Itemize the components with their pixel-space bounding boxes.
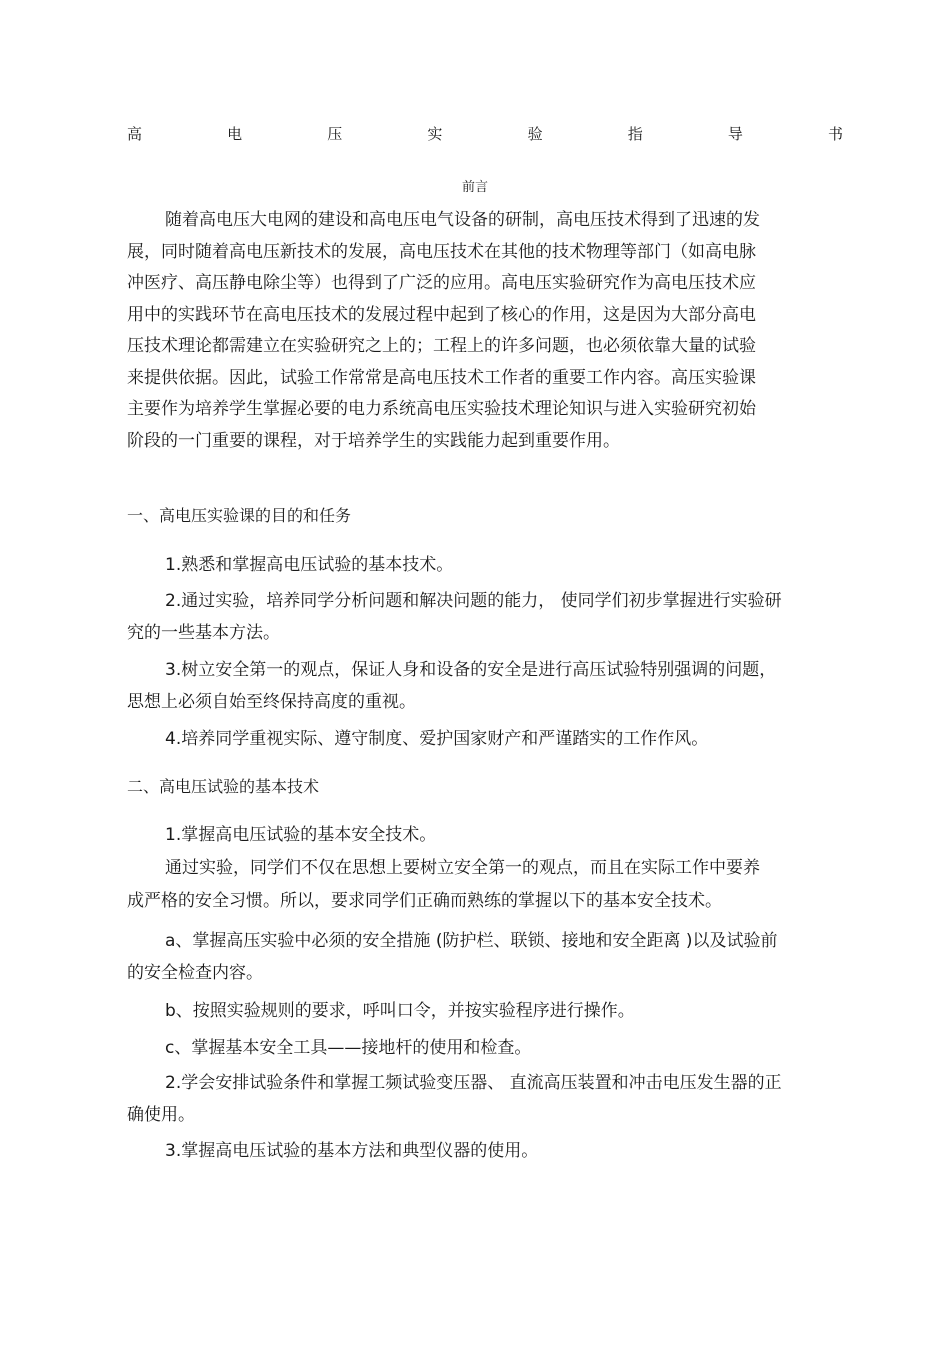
list-item: 1.熟悉和掌握高电压试验的基本技术。 [165,555,454,575]
list-item-continuation: 的安全检查内容。 [127,963,263,983]
list-item-continuation: 思想上必须自始至终保持高度的重视。 [127,692,416,712]
title-char: 电 [227,125,243,143]
list-item: 1.掌握高电压试验的基本安全技术。 [165,825,437,845]
section-heading: 二、高电压试验的基本技术 [127,777,320,796]
paragraph-line: 阶段的一门重要的课程，对于培养学生的实践能力起到重要作用。 [127,431,620,451]
paragraph-line: 压技术理论都需建立在实验研究之上的；工程上的许多问题，也必须依靠大量的试验 [127,336,756,356]
list-item: a、掌握高压实验中必须的安全措施 (防护栏、联锁、接地和安全距离 )以及试验前 [165,931,778,951]
list-item: 3.掌握高电压试验的基本方法和典型仪器的使用。 [165,1141,539,1161]
list-item: b、按照实验规则的要求，呼叫口令，并按实验程序进行操作。 [165,1001,635,1021]
list-item: 3.树立安全第一的观点，保证人身和设备的安全是进行高压试验特别强调的问题， [165,660,777,680]
title-char: 导 [727,125,743,143]
paragraph-line: 用中的实践环节在高电压技术的发展过程中起到了核心的作用，这是因为大部分高电 [127,305,756,325]
list-item: 4.培养同学重视实际、遵守制度、爱护国家财产和严谨踏实的工作作风。 [165,729,709,749]
paragraph-line: 冲医疗、高压静电除尘等）也得到了广泛的应用。高电压实验研究作为高电压技术应 [127,273,756,293]
title-char: 高 [127,125,143,143]
paragraph-line: 随着高电压大电网的建设和高电压电气设备的研制，高电压技术得到了迅速的发 [165,210,760,230]
paragraph-line: 来提供依据。因此，试验工作常常是高电压技术工作者的重要工作内容。高压实验课 [127,368,756,388]
document-title [127,124,843,144]
title-char: 验 [527,125,543,143]
list-item-continuation: 究的一些基本方法。 [127,623,280,643]
list-item: c、掌握基本安全工具——接地杆的使用和检查。 [165,1038,532,1058]
paragraph-line: 主要作为培养学生掌握必要的电力系统高电压实验技术理论知识与进入实验研究初始 [127,399,756,419]
title-char: 压 [327,125,343,143]
title-char: 指 [627,125,643,143]
list-item: 2.通过实验，培养同学分析问题和解决问题的能力， 使同学们初步掌握进行实验研 [165,591,782,611]
title-char: 书 [827,125,843,143]
paragraph-line: 展，同时随着高电压新技术的发展，高电压技术在其他的技术物理等部门（如高电脉 [127,242,756,262]
paragraph-line: 通过实验，同学们不仅在思想上要树立安全第一的观点，而且在实际工作中要养 [165,858,760,878]
section-heading: 一、高电压实验课的目的和任务 [127,506,352,525]
list-item: 2.学会安排试验条件和掌握工频试验变压器、 直流高压装置和冲击电压发生器的正 [165,1073,782,1093]
title-char: 实 [427,125,443,143]
list-item-continuation: 确使用。 [127,1105,195,1125]
preface-heading: 前言 [461,180,488,195]
paragraph-line: 成严格的安全习惯。所以，要求同学们正确而熟练的掌握以下的基本安全技术。 [127,891,722,911]
